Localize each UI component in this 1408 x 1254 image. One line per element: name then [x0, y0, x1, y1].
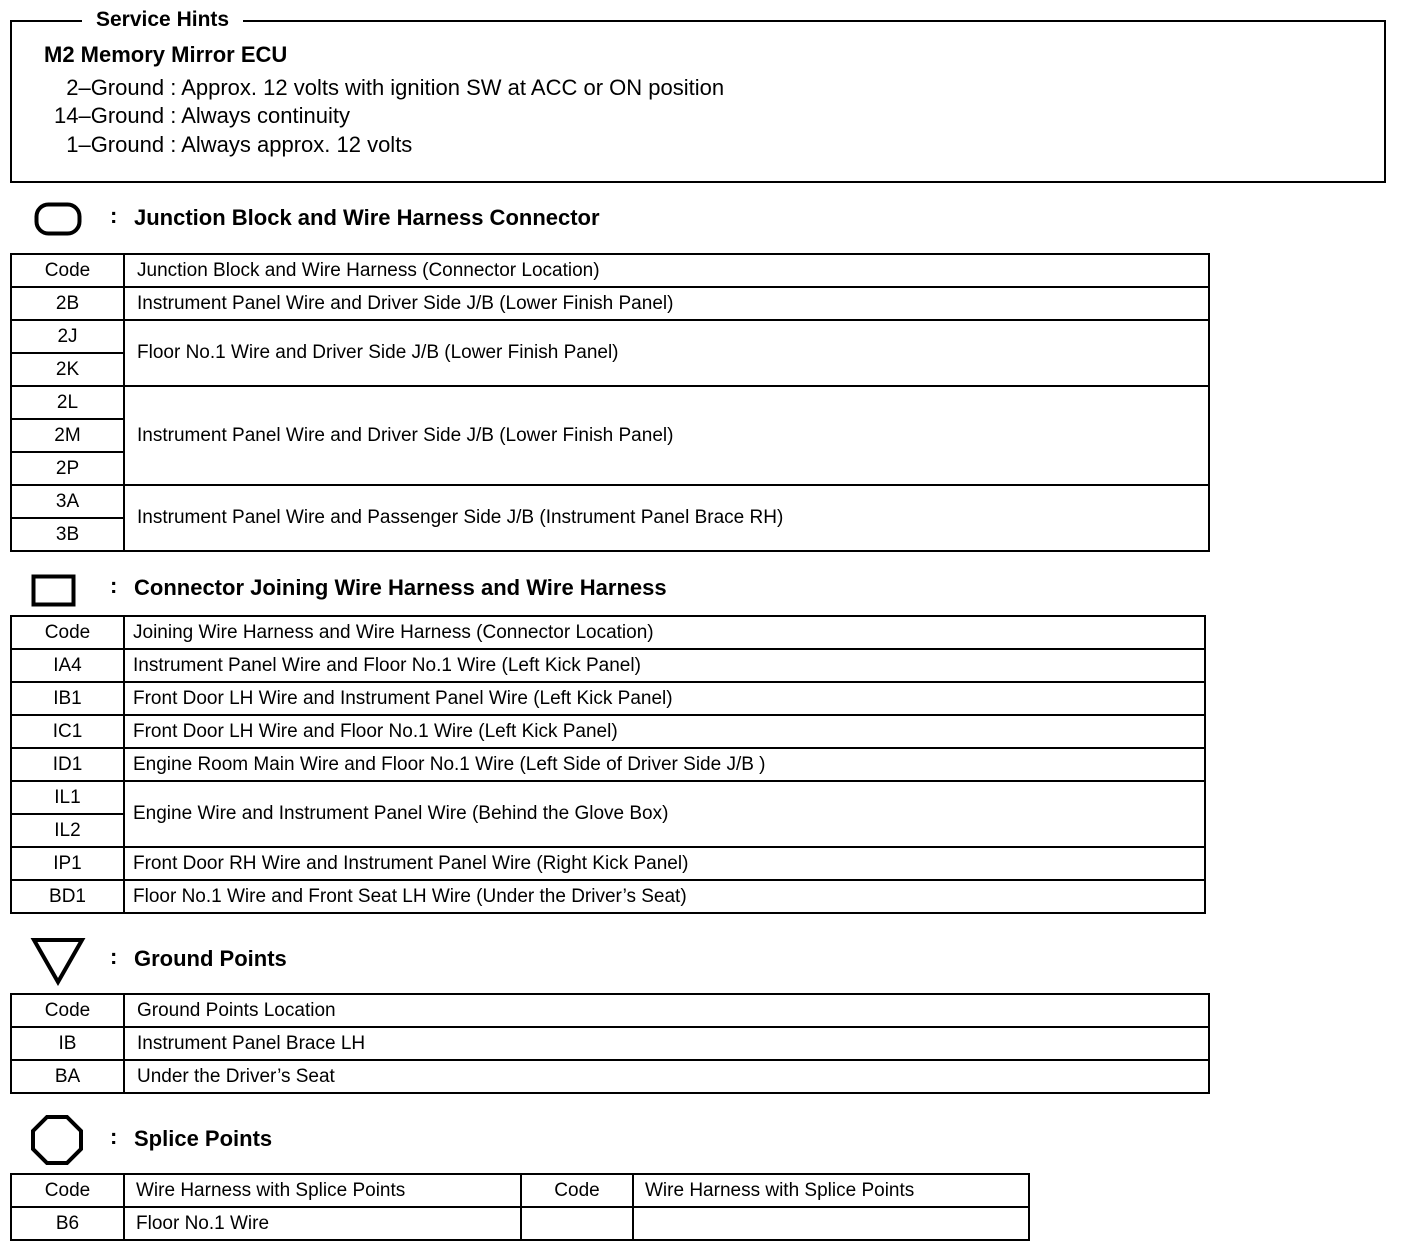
section-colon: :	[110, 944, 118, 969]
row-code	[521, 1207, 633, 1240]
table-row	[11, 386, 1209, 419]
ground-points-title: Ground Points	[134, 946, 287, 971]
table-row	[11, 682, 1205, 715]
row-code: 2M	[11, 419, 124, 452]
row-desc: Floor No.1 Wire and Front Seat LH Wire (Under the Driver’s Seat)	[124, 880, 1205, 913]
connector-joining-table	[10, 615, 1206, 914]
header-desc: Wire Harness with Splice Points	[633, 1174, 1029, 1207]
splice-points-table	[10, 1173, 1030, 1241]
table-header-row	[11, 994, 1209, 1027]
ground-points-table	[10, 993, 1210, 1094]
row-code: IC1	[11, 715, 124, 748]
header-code: Code	[11, 1174, 124, 1207]
row-code: IA4	[11, 649, 124, 682]
header-desc: Joining Wire Harness and Wire Harness (Connector Location)	[124, 616, 1205, 649]
header-desc: Junction Block and Wire Harness (Connector Location)	[124, 254, 1209, 287]
row-desc: Engine Wire and Instrument Panel Wire (Behind the Glove Box)	[124, 781, 1205, 847]
row-desc: Under the Driver’s Seat	[124, 1060, 1209, 1093]
header-desc: Wire Harness with Splice Points	[124, 1174, 521, 1207]
rectangle-icon	[31, 574, 77, 608]
row-code: IP1	[11, 847, 124, 880]
service-hints-box	[10, 20, 1386, 183]
hint-line-3: 1–Ground : Always approx. 12 volts	[54, 132, 413, 157]
row-desc: Floor No.1 Wire and Driver Side J/B (Lower Finish Panel)	[124, 320, 1209, 386]
row-desc: Front Door LH Wire and Floor No.1 Wire (Left Kick Panel)	[124, 715, 1205, 748]
service-hints-title: Service Hints	[82, 5, 243, 35]
row-desc: Instrument Panel Wire and Driver Side J/B (Lower Finish Panel)	[124, 386, 1209, 485]
header-code: Code	[11, 616, 124, 649]
section-colon: :	[110, 1124, 118, 1149]
triangle-down-icon	[30, 936, 86, 986]
connector-joining-title: Connector Joining Wire Harness and Wire Harness	[134, 575, 667, 600]
table-row	[11, 1207, 1029, 1240]
row-code: IB	[11, 1027, 124, 1060]
table-row	[11, 1027, 1209, 1060]
row-code: B6	[11, 1207, 124, 1240]
row-code: 2K	[11, 353, 124, 386]
table-row	[11, 649, 1205, 682]
row-code: 3A	[11, 485, 124, 518]
row-desc: Front Door RH Wire and Instrument Panel Wire (Right Kick Panel)	[124, 847, 1205, 880]
row-code: ID1	[11, 748, 124, 781]
table-row	[11, 781, 1205, 814]
table-row	[11, 748, 1205, 781]
row-code: 3B	[11, 518, 124, 551]
row-desc: Instrument Panel Brace LH	[124, 1027, 1209, 1060]
table-row	[11, 485, 1209, 518]
row-desc: Instrument Panel Wire and Floor No.1 Wire (Left Kick Panel)	[124, 649, 1205, 682]
row-desc	[633, 1207, 1029, 1240]
junction-block-table	[10, 253, 1210, 552]
table-row	[11, 715, 1205, 748]
table-row	[11, 880, 1205, 913]
row-code: 2L	[11, 386, 124, 419]
table-header-row	[11, 254, 1209, 287]
header-code: Code	[521, 1174, 633, 1207]
table-row	[11, 847, 1205, 880]
octagon-icon	[30, 1114, 84, 1166]
section-colon: :	[110, 203, 118, 228]
header-code: Code	[11, 254, 124, 287]
row-desc: Front Door LH Wire and Instrument Panel Wire (Left Kick Panel)	[124, 682, 1205, 715]
row-desc: Floor No.1 Wire	[124, 1207, 521, 1240]
row-code: 2P	[11, 452, 124, 485]
row-code: BA	[11, 1060, 124, 1093]
hint-line-1: 2–Ground : Approx. 12 volts with ignition SW at ACC or ON position	[54, 75, 725, 100]
row-code: 2B	[11, 287, 124, 320]
row-code: IL2	[11, 814, 124, 847]
table-header-row	[11, 616, 1205, 649]
junction-block-title: Junction Block and Wire Harness Connector	[134, 205, 600, 230]
table-row	[11, 287, 1209, 320]
row-code: IL1	[11, 781, 124, 814]
row-desc: Engine Room Main Wire and Floor No.1 Wire (Left Side of Driver Side J/B )	[124, 748, 1205, 781]
table-row	[11, 1060, 1209, 1093]
header-desc: Ground Points Location	[124, 994, 1209, 1027]
section-colon: :	[110, 573, 118, 598]
rounded-rectangle-icon	[34, 202, 82, 236]
table-row	[11, 320, 1209, 353]
header-code: Code	[11, 994, 124, 1027]
row-code: BD1	[11, 880, 124, 913]
service-hints-heading: M2 Memory Mirror ECU	[44, 42, 288, 67]
splice-points-title: Splice Points	[134, 1126, 273, 1151]
row-desc: Instrument Panel Wire and Driver Side J/B (Lower Finish Panel)	[124, 287, 1209, 320]
row-desc: Instrument Panel Wire and Passenger Side J/B (Instrument Panel Brace RH)	[124, 485, 1209, 551]
row-code: IB1	[11, 682, 124, 715]
row-code: 2J	[11, 320, 124, 353]
table-header-row	[11, 1174, 1029, 1207]
hint-line-2: 14–Ground : Always continuity	[54, 103, 350, 128]
